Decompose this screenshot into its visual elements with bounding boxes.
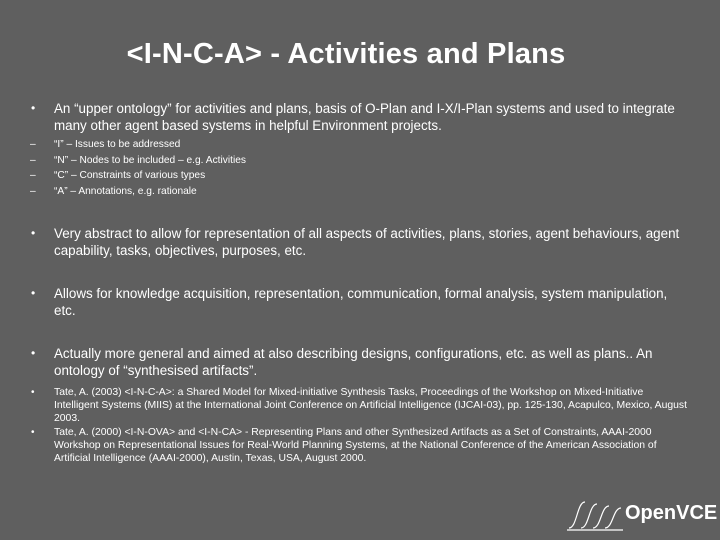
dash-icon: – [30, 170, 36, 181]
sub-item-nodes [30, 153, 690, 169]
slide-title [0, 38, 720, 71]
sub-item-text: “I” – Issues to be addressed [54, 139, 181, 150]
sub-item-issues [30, 137, 690, 153]
wave-logo-icon [565, 496, 627, 536]
sub-item-text: “C” – Constraints of various types [54, 170, 206, 181]
bullet-2 [30, 225, 690, 259]
sub-item-text: “A” – Annotations, e.g. rationale [54, 185, 197, 197]
bullet-icon: • [31, 286, 36, 300]
bullet-icon: • [31, 346, 36, 360]
bullet-4 [30, 345, 690, 379]
logo-text: OpenVCE [625, 502, 718, 524]
reference-2 [30, 426, 690, 465]
references [30, 386, 690, 466]
reference-1 [30, 386, 690, 425]
bullet-1-text: An “upper ontology” for activities and plans, basis of O-Plan and I-X/I-Plan systems and used to integrate many other agent based systems in helpful Environment projects. [54, 101, 675, 133]
dash-icon: – [30, 185, 36, 197]
dash-icon: – [30, 154, 36, 166]
bullet-3-text: Allows for knowledge acquisition, representation, communication, formal analysis, system manipulation, etc. [54, 286, 668, 318]
reference-text: Tate, A. (2000) <I-N-OVA> and <I-N-CA> - Representing Plans and other Synthesized Artifacts as a Set of Constraints, AAAI-2000 Workshop on Representational Issues for Real-World Planning Systems, at the National Conference of the American Association of Artificial Intelligence (AAAI-2000), Austin, Texas, USA, August 2000. [54, 427, 657, 464]
sub-item-constraints [30, 168, 690, 184]
bullet-icon: • [31, 387, 35, 398]
bullet-4-text: Actually more general and aimed at also describing designs, configurations, etc. as well as plans.. An ontology of “synthesised artifacts”. [54, 346, 653, 378]
sub-item-annotations [30, 184, 690, 200]
reference-text: Tate, A. (2003) <I-N-C-A>: a Shared Model for Mixed-initiative Synthesis Tasks, Proceedings of the Workshop on Mixed-Initiative Intelligent Systems (MIIS) at the International Joint Conference on Artificial Intelligence (IJCAI-03), pp. 125-130, Acapulco, Mexico, August 2003. [54, 387, 688, 424]
bullet-3 [30, 285, 690, 319]
bullet-icon: • [31, 427, 35, 438]
slide-title-text: <I-N-C-A> - Activities and Plans [126, 38, 566, 70]
dash-icon: – [30, 139, 36, 150]
bullet-icon: • [31, 226, 36, 240]
openvce-logo [565, 496, 718, 536]
bullet-icon: • [31, 101, 36, 115]
sub-item-text: “N” – Nodes to be included – e.g. Activities [54, 154, 246, 166]
bullet-2-text: Very abstract to allow for representation of all aspects of activities, plans, stories, agent behaviours, agent capability, tasks, objectives, purposes, etc. [54, 226, 680, 258]
bullet-1 [30, 100, 690, 134]
slide-content [30, 100, 690, 379]
